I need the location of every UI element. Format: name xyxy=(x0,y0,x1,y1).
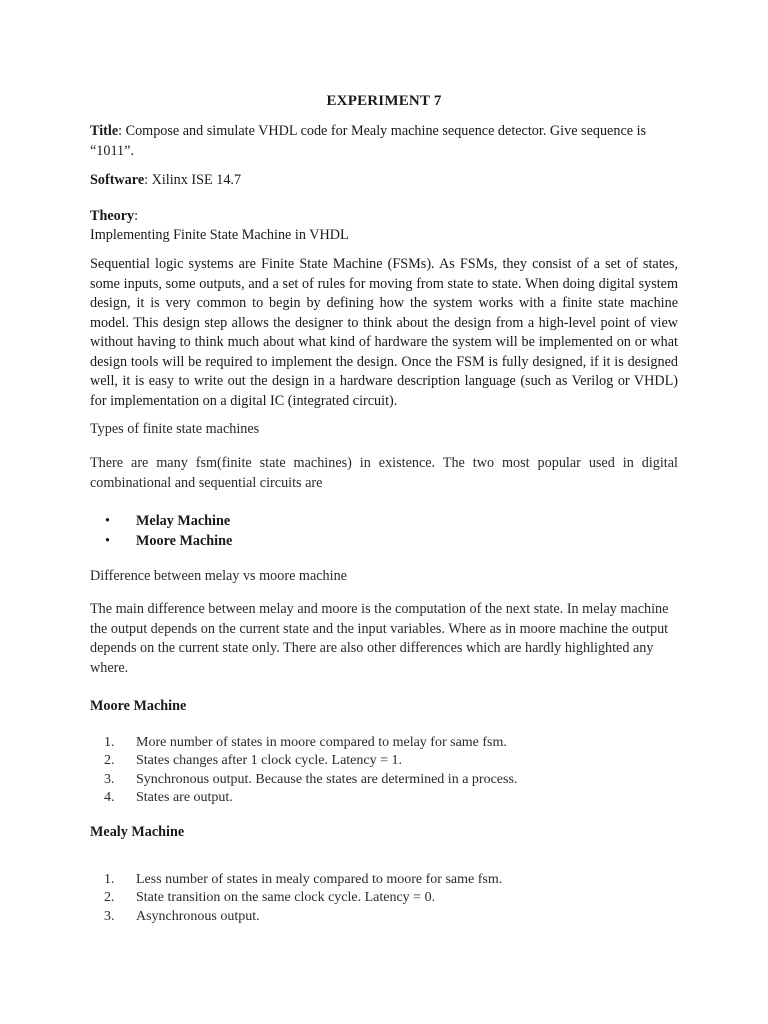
theory-line xyxy=(90,207,678,227)
difference-heading: Difference between melay vs moore machine xyxy=(90,568,347,584)
moore-list xyxy=(90,734,678,807)
list-text: Less number of states in mealy compared to moore for same fsm. xyxy=(136,872,503,887)
list-item xyxy=(90,789,678,807)
list-number: 3. xyxy=(104,908,115,924)
list-number: 3. xyxy=(104,771,115,787)
bullet-text: Melay Machine xyxy=(136,513,231,529)
list-text: Asynchronous output. xyxy=(136,908,260,924)
types-paragraph: There are many fsm(finite state machines) in existence. The two most popular used in digital combinational and sequential circuits are xyxy=(90,455,678,491)
mealy-list xyxy=(90,871,678,926)
list-number: 4. xyxy=(104,789,115,805)
list-number: 1. xyxy=(104,735,115,750)
bullet-icon: • xyxy=(105,532,110,549)
title-label: Title xyxy=(90,123,119,139)
difference-paragraph: The main difference between melay and moore is the computation of the next state. In melay machine the output depends on the current state and the input variables. Where as in moore machine the output depends on the current state only. There are also other differences which are hardly highlighted any where. xyxy=(90,601,669,676)
list-item xyxy=(90,908,678,926)
theory-colon: : xyxy=(134,208,139,224)
list-text: State transition on the same clock cycle. Latency = 0. xyxy=(136,890,436,906)
bullet-item-moore xyxy=(90,532,650,552)
list-item xyxy=(90,734,678,752)
bullet-text: Moore Machine xyxy=(136,532,233,549)
list-number: 2. xyxy=(104,753,115,769)
machine-bullet-list xyxy=(90,512,650,551)
software-text: : Xilinx ISE 14.7 xyxy=(144,172,242,188)
list-text: States changes after 1 clock cycle. Latency = 1. xyxy=(136,753,402,769)
list-item xyxy=(90,889,678,907)
experiment-heading: EXPERIMENT 7 xyxy=(326,93,442,109)
bullet-item-melay xyxy=(90,512,650,532)
bullet-icon: • xyxy=(105,513,110,529)
types-heading: Types of finite state machines xyxy=(90,421,260,437)
title-text: : Compose and simulate VHDL code for Mealy machine sequence detector. Give sequence is “1011”. xyxy=(90,123,647,159)
list-text: More number of states in moore compared to melay for same fsm. xyxy=(136,735,507,750)
list-item xyxy=(90,752,678,770)
list-number: 2. xyxy=(104,890,115,906)
software-line xyxy=(90,171,678,191)
list-text: States are output. xyxy=(136,789,233,805)
list-item xyxy=(90,871,678,889)
title-line xyxy=(90,122,678,161)
fsm-paragraph: Sequential logic systems are Finite State Machine (FSMs). As FSMs, they consist of a set of states, some inputs, some outputs, and a set of rules for moving from state to state. When doing digital system design, it is very common to begin by defining how the system works with a finite state machine model. This design step allows the designer to think about the design from a high-level point of view without having to think much about what kind of hardware the system will be implemented on or what design tools will be required to implement the design. Once the FSM is fully designed, if it is designed well, it is easy to write out the design in a hardware description language (such as Verilog or VHDL) for implementation on a digital IC (integrated circuit). xyxy=(90,256,678,409)
theory-label: Theory xyxy=(90,208,135,224)
mealy-heading: Mealy Machine xyxy=(90,824,185,840)
theory-subtitle: Implementing Finite State Machine in VHDL xyxy=(90,227,349,243)
list-item xyxy=(90,771,678,789)
software-label: Software xyxy=(90,172,145,188)
list-text: Synchronous output. Because the states are determined in a process. xyxy=(136,771,518,787)
moore-heading: Moore Machine xyxy=(90,698,187,714)
list-number: 1. xyxy=(104,872,115,887)
